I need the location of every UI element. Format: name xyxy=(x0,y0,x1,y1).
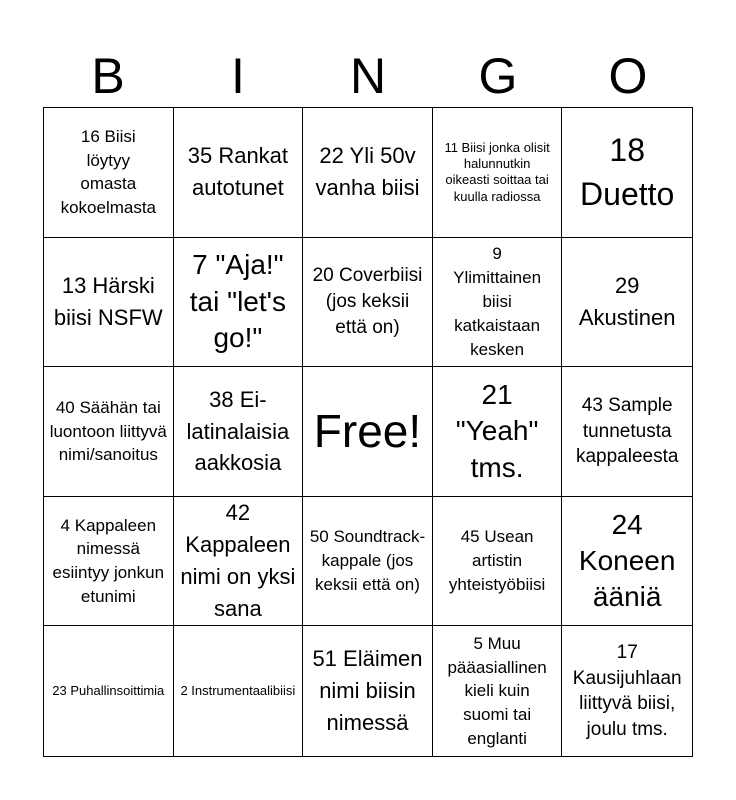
cell-text: 51 Eläimen nimi biisin nimessä xyxy=(312,646,423,736)
free-space: Free! xyxy=(313,404,422,457)
bingo-cell[interactable] xyxy=(303,497,433,627)
bingo-cell[interactable] xyxy=(44,367,174,497)
bingo-cell[interactable] xyxy=(433,626,563,756)
cell-text: 29 Akustinen xyxy=(578,273,676,330)
cell-text: 38 Ei-latinalaisia aakkosia xyxy=(186,386,290,476)
bingo-cell[interactable] xyxy=(562,626,692,756)
cell-text: 24 Koneen ääniä xyxy=(578,508,676,613)
bingo-cell[interactable] xyxy=(433,108,563,238)
cell-text: 22 Yli 50v vanha biisi xyxy=(315,143,420,201)
bingo-cell[interactable] xyxy=(44,497,174,627)
bingo-cell[interactable] xyxy=(44,238,174,368)
bingo-cell[interactable] xyxy=(174,626,304,756)
cell-text: 2 Instrumentaalibiisi xyxy=(180,683,296,699)
cell-text: 18 Duetto xyxy=(580,131,675,213)
bingo-cell[interactable] xyxy=(303,367,433,497)
cell-text: 50 Soundtrack-kappale (jos keksii että on) xyxy=(309,527,426,594)
header-letter-g: G xyxy=(478,48,518,104)
bingo-cell[interactable] xyxy=(303,238,433,368)
cell-text: 43 Sample tunnetusta kappaleesta xyxy=(575,395,679,468)
bingo-cell[interactable] xyxy=(303,108,433,238)
bingo-cell[interactable] xyxy=(433,238,563,368)
cell-text: 16 Biisi löytyy omasta kokoelmasta xyxy=(60,126,157,218)
cell-text: 42 Kappaleen nimi on yksi sana xyxy=(180,500,296,621)
cell-text: 7 "Aja!" tai "let's go!" xyxy=(189,249,286,354)
bingo-cell[interactable] xyxy=(562,238,692,368)
bingo-cell[interactable] xyxy=(174,367,304,497)
bingo-cell[interactable] xyxy=(174,497,304,627)
cell-text: 21 "Yeah" tms. xyxy=(455,378,539,483)
header-letter-o: O xyxy=(608,48,648,104)
bingo-cell[interactable] xyxy=(562,108,692,238)
bingo-cell[interactable] xyxy=(44,626,174,756)
bingo-cell[interactable] xyxy=(433,367,563,497)
bingo-grid xyxy=(43,107,693,757)
bingo-header xyxy=(43,45,693,107)
bingo-cell[interactable] xyxy=(433,497,563,627)
cell-text: 9 Ylimittainen biisi katkaistaan kesken xyxy=(453,244,542,359)
bingo-cell[interactable] xyxy=(303,626,433,756)
cell-text: 35 Rankat autotunet xyxy=(187,143,289,201)
cell-text: 20 Coverbiisi (jos keksii että on) xyxy=(312,265,423,338)
header-letter-i: I xyxy=(231,48,245,104)
cell-text: 11 Biisi jonka olisit halunnutkin oikeasti soittaa tai kuulla radiossa xyxy=(444,139,550,204)
cell-text: 4 Kappaleen nimessä esiintyy jonkun etunimi xyxy=(52,515,165,606)
bingo-cell[interactable] xyxy=(44,108,174,238)
cell-text: 45 Usean artistin yhteistyöbiisi xyxy=(448,527,546,594)
cell-text: 40 Säähän tai luontoon liittyvä nimi/sanoitus xyxy=(49,397,167,465)
header-letter-b: B xyxy=(91,48,125,104)
cell-text: 17 Kausijuhlaan liittyvä biisi, joulu tms. xyxy=(572,641,682,740)
cell-text: 13 Härski biisi NSFW xyxy=(53,273,163,330)
bingo-cell[interactable] xyxy=(562,497,692,627)
bingo-cell[interactable] xyxy=(174,238,304,368)
cell-text: 23 Puhallinsoittimia xyxy=(52,683,165,699)
bingo-cell[interactable] xyxy=(562,367,692,497)
header-letter-n: N xyxy=(349,48,387,104)
cell-text: 5 Muu pääasiallinen kieli kuin suomi tai englanti xyxy=(447,633,547,748)
bingo-cell[interactable] xyxy=(174,108,304,238)
